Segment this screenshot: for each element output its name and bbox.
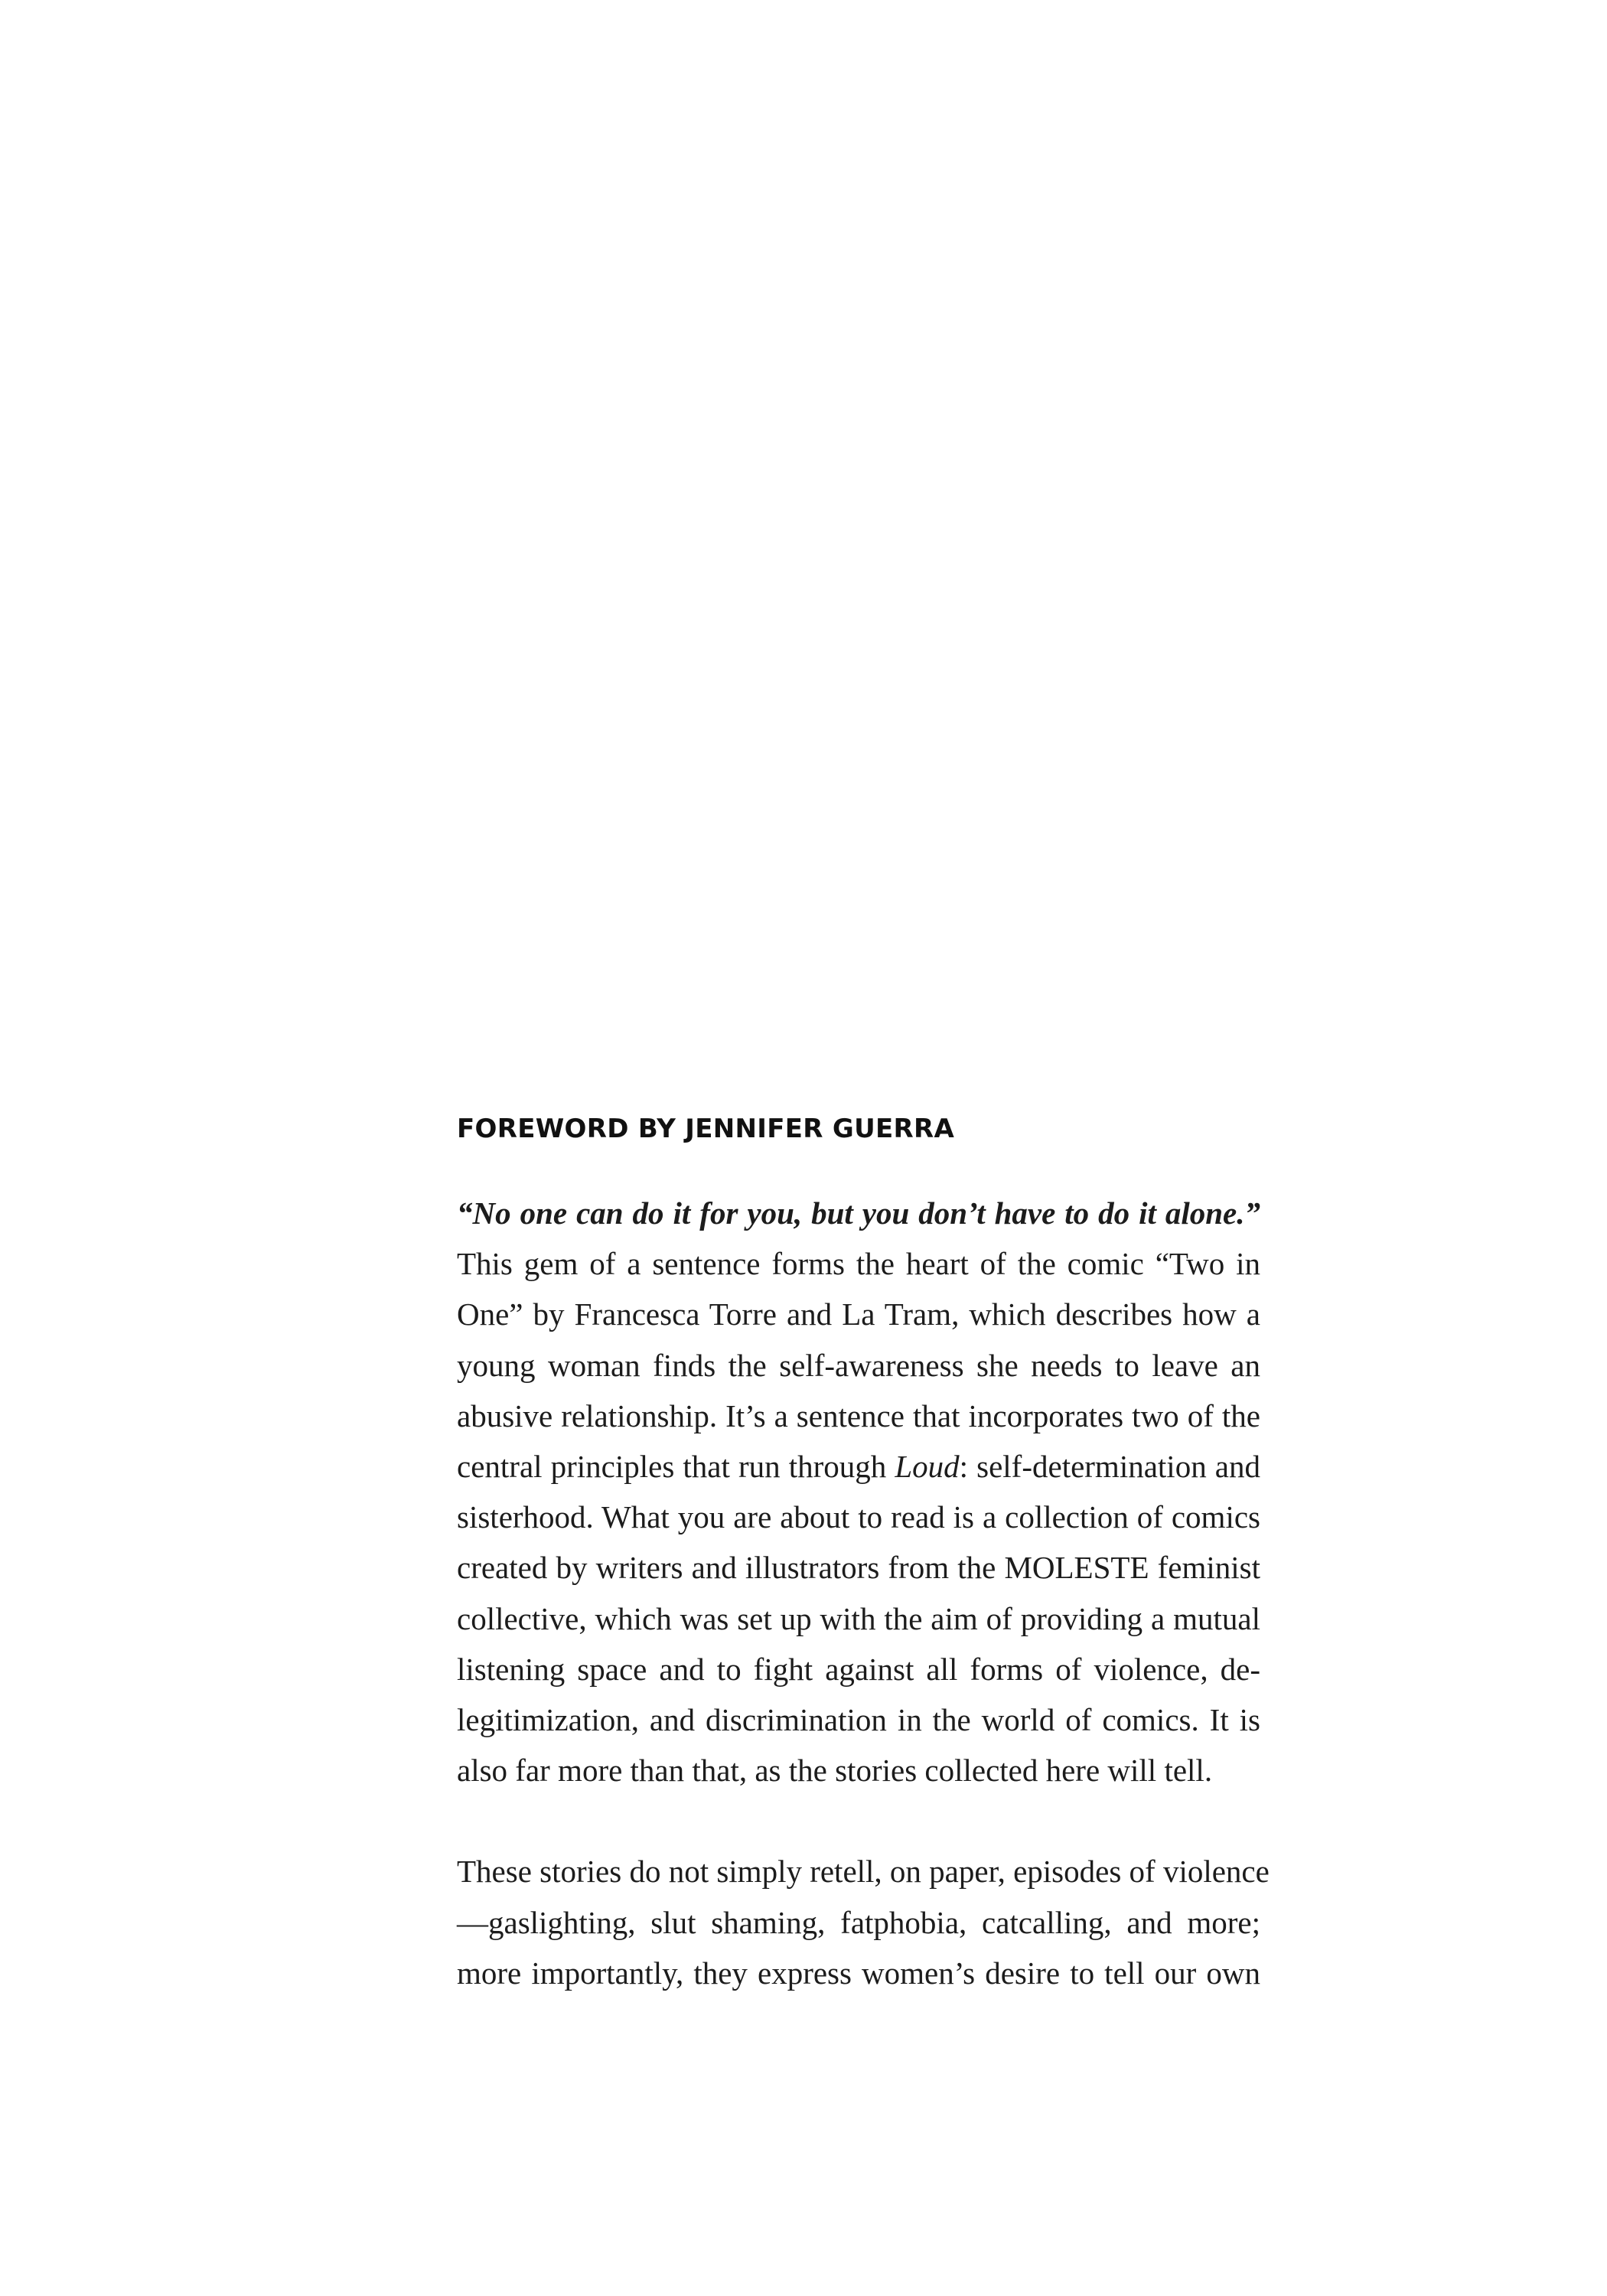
text-line: One” by Francesca Torre and La Tram, which describes how a [457,1296,1260,1332]
text-line: created by writers and illustrators from the MOLESTE feminist [457,1550,1260,1586]
text-line: legitimization, and discrimination in the world of comics. It is [457,1702,1260,1738]
opening-quote: “No one can do it for you, but you don’t have to do it alone.” [457,1195,1260,1231]
text-segment: central principles that run through [457,1449,895,1485]
paragraph-gap [457,1795,1260,1846]
text-line: These stories do not simply retell, on paper, episodes of violence [457,1854,1270,1890]
foreword-paragraph-1 [457,1188,1260,1795]
text-line: collective, which was set up with the aim of providing a mutual [457,1600,1260,1636]
text-line [457,1441,1260,1492]
text-segment: : self-determination and [959,1449,1260,1485]
text-line: —gaslighting, slut shaming, fatphobia, catcalling, and more; [457,1904,1260,1940]
text-line: also far more than that, as the stories collected here will tell. [457,1753,1213,1789]
foreword-section [457,1110,1270,1998]
foreword-heading: FOREWORD BY JENNIFER GUERRA [457,1114,955,1144]
text-line: young woman finds the self-awareness she needs to leave an [457,1347,1260,1383]
text-line: more importantly, they express women’s desire to tell our own [457,1955,1260,1991]
text-line: This gem of a sentence forms the heart of the comic “Two in [457,1246,1260,1282]
text-line: listening space and to fight against all forms of violence, de- [457,1651,1260,1687]
text-line: abusive relationship. It’s a sentence that incorporates two of the [457,1397,1260,1433]
foreword-paragraph-2 [457,1846,1270,1998]
text-line: sisterhood. What you are about to read is a collection of comics [457,1499,1260,1535]
book-title: Loud [895,1449,960,1485]
